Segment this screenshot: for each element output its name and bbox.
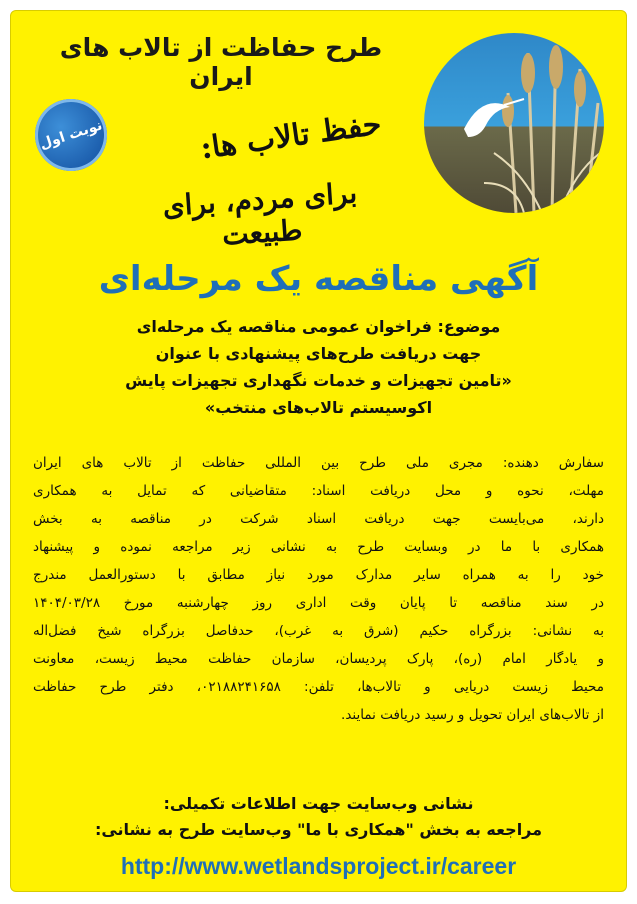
details-line: محیط زیست دریایی و تالاب‌ها، تلفن: ۰۲۱۸۸۲۴۱۶۵۸، دفتر طرح حفاظت — [33, 679, 604, 695]
slogan-line-2: برای مردم، برای طبیعت — [161, 176, 359, 252]
details-line: مهلت، نحوه و محل دریافت اسناد: متقاضیانی که تمایل به همکاری — [33, 483, 604, 499]
tender-heading: آگهی مناقصه یک مرحله‌ای — [98, 259, 539, 299]
career-link[interactable]: http://www.wetlandsproject.ir/career — [120, 853, 517, 879]
details-line: و یادگار امام (ره)، پارک پردیسان، سازمان حفاظت محیط زیست، معاونت — [33, 651, 604, 667]
subject-line: «تامین تجهیزات و خدمات نگهداری تجهیزات پایش — [125, 371, 512, 390]
organization-title: طرح حفاظت از تالاب های ایران — [59, 33, 383, 91]
footer-line: مراجعه به بخش "همکاری با ما" وب‌سایت طرح به نشانی: — [94, 820, 543, 839]
details-line: از تالاب‌های ایران تحویل و رسید دریافت نمایند. — [341, 707, 604, 723]
tender-subject — [51, 313, 586, 421]
subject-line: جهت دریافت طرح‌های پیشنهادی با عنوان — [155, 344, 482, 363]
details-line: در سند مناقصه تا پایان وقت اداری روز چهارشنبه مورخ ۱۴۰۴/۰۳/۲۸ — [33, 595, 604, 611]
footer-line: نشانی وب‌سایت جهت اطلاعات تکمیلی: — [163, 794, 474, 813]
details-line: دارند، می‌بایست جهت دریافت اسناد شرکت در مناقصه به بخش — [33, 511, 604, 527]
tender-details — [33, 449, 604, 729]
first-notice-badge: نوبت اول — [26, 90, 117, 181]
subject-line: موضوع: فراخوان عمومی مناقصه یک مرحله‌ای — [136, 317, 501, 336]
details-line: به نشانی: بزرگراه حکیم (شرق به غرب)، حدفاصل بزرگراه شیخ فضل‌اله — [33, 623, 604, 639]
details-line: همکاری با ما در وبسایت طرح به نشانی زیر مراجعه نموده و پیشنهاد — [33, 539, 604, 555]
subject-line: اکوسیستم تالاب‌های منتخب» — [204, 398, 433, 417]
slogan-line-1: حفظ تالاب ها: — [198, 106, 384, 167]
tender-advertisement — [10, 10, 627, 892]
wetland-logo-icon — [424, 33, 604, 213]
details-line: خود را به همراه سایر مدارک مورد نیاز مطابق با دستورالعمل مندرج — [33, 567, 604, 583]
details-line: سفارش دهنده: مجری ملی طرح بین المللی حفاظت از تالاب های ایران — [33, 455, 604, 471]
info-footer — [41, 791, 596, 843]
